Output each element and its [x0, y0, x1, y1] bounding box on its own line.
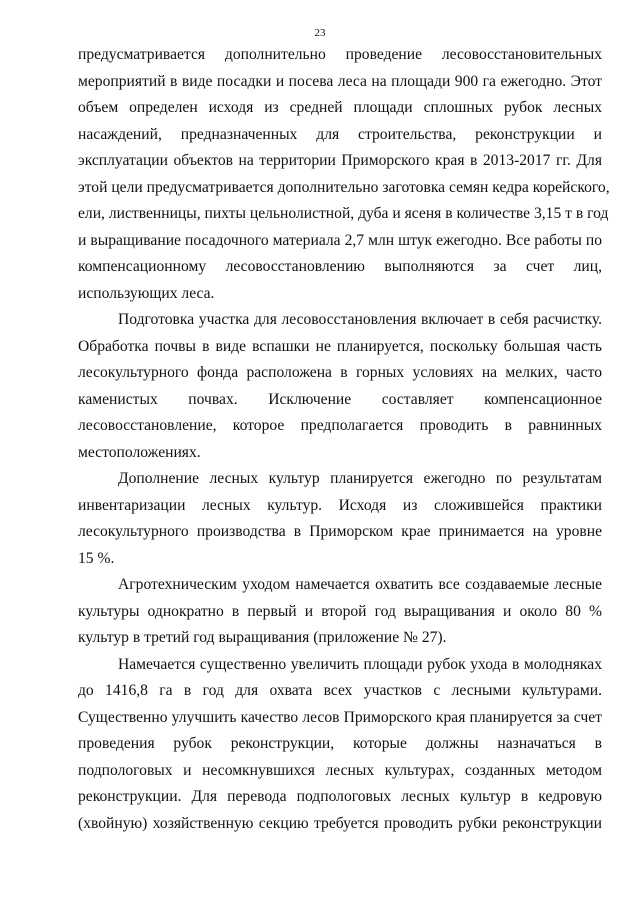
text-line: мероприятий в виде посадки и посева леса на площади 900 га ежегодно. Этот [78, 72, 602, 90]
text-line: (хвойную) хозяйственную секцию требуется проводить рубки реконструкции [78, 814, 602, 832]
paragraph [78, 572, 602, 652]
text-line: использующих леса. [78, 284, 215, 302]
document-body [78, 42, 610, 837]
text-line: Обработка почвы в виде вспашки не планируется, поскольку большая часть [78, 337, 602, 355]
paragraph [78, 652, 602, 838]
text-line: культур в третий год выращивания (приложение № 27). [78, 629, 447, 646]
text-line: объем определен исходя из средней площади сплошных рубок лесных [78, 99, 602, 116]
text-line: до 1416,8 га в год для охвата всех участков с лесными культурами. [78, 682, 602, 699]
text-line: инвентаризации лесных культур. Исходя из сложившейся практики [78, 496, 602, 514]
text-line: лесовосстановление, которое предполагается проводить в равнинных [78, 417, 602, 434]
text-line: реконструкции. Для перевода подпологовых лесных культур в кедровую [78, 788, 602, 805]
text-line: каменистых почвах. Исключение составляет компенсационное [78, 390, 602, 408]
paragraph [78, 307, 602, 466]
text-line: и выращивание посадочного материала 2,7 млн штук ежегодно. Все работы по [78, 231, 602, 249]
text-line: Существенно улучшить качество лесов Приморского края планируется за счет [78, 708, 602, 726]
text-line: предусматривается дополнительно проведение лесовосстановительных [78, 46, 602, 63]
text-line: насаждений, предназначенных для строительства, реконструкции и [78, 125, 602, 143]
text-line: Дополнение лесных культур планируется ежегодно по результатам [118, 470, 602, 487]
text-line: Агротехническим уходом намечается охватить все создаваемые лесные [118, 576, 602, 593]
page-number: 23 [314, 27, 326, 39]
text-line: проведения рубок реконструкции, которые должны назначаться в [78, 735, 602, 752]
text-line: эксплуатации объектов на территории Приморского края в 2013-2017 гг. Для [78, 152, 602, 169]
text-line: культуры однократно в первый и второй год выращивания и около 80 % [78, 602, 602, 620]
text-line: 15 %. [78, 549, 115, 567]
paragraph [78, 42, 610, 307]
text-line: лесокультурного производства в Приморском крае принимается на уровне [78, 523, 602, 540]
paragraph [78, 466, 602, 572]
text-line: компенсационному лесовосстановлению выполняются за счет лиц, [78, 258, 602, 275]
text-line: местоположениях. [78, 443, 201, 461]
text-line: Подготовка участка для лесовосстановления включает в себя расчистку. [118, 311, 602, 328]
text-line: лесокультурного фонда расположена в горных условиях на мелких, часто [78, 364, 602, 381]
text-line: Намечается существенно увеличить площади рубок ухода в молодняках [118, 655, 602, 673]
text-line: ели, лиственницы, пихты цельнолистной, дуба и ясеня в количестве 3,15 т в год [78, 205, 609, 222]
text-line: этой цели предусматривается дополнительно заготовка семян кедра корейского, [78, 178, 610, 196]
text-line: подпологовых и несомкнувшихся лесных культурах, созданных методом [78, 761, 602, 779]
